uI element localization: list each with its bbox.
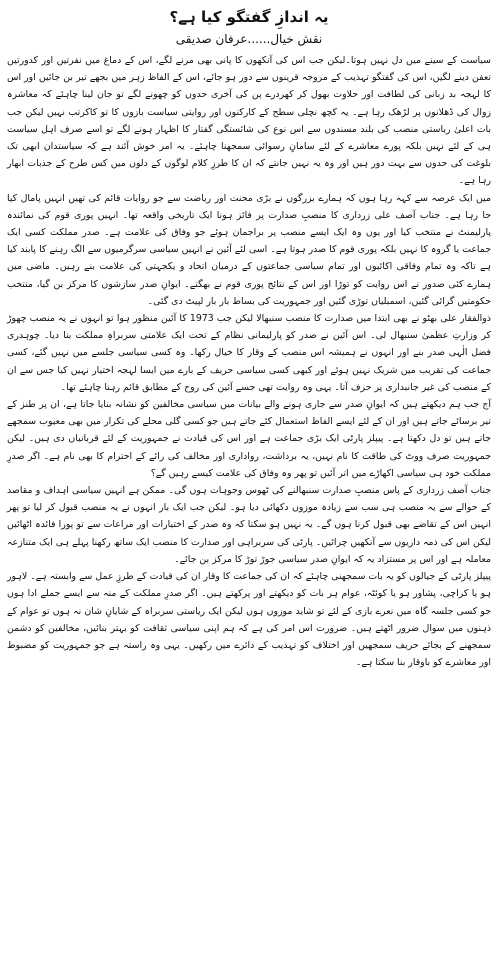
article-paragraph: میں ایک عرصہ سے کہہ رہا ہوں کہ ہمارے بزرگوں نے بڑی محنت اور ریاضت سے جو روایات قائم کی تھیں انہیں پامال کیا جا رہا ہے۔ جناب آصف علی زرداری کا منصبِ صدارت پر فائز ہونا ایک تاریخی واقعہ تھا۔ انہیں پوری قوم کی نمائندہ پارلیمنٹ نے منتخب کیا اور یوں وہ ایک ایسے منصب پر براجمان ہوئے جو وفاق کی علامت ہے۔ صدر مملکت کسی ایک جماعت یا گروہ کا نہیں بلکہ پوری قوم کا صدر ہوتا ہے۔ اسی لئے آئین نے انہیں سیاسی سرگرمیوں سے الگ رہنے کا پابند کیا ہے تاکہ وہ تمام وفاقی اکائیوں اور تمام سیاسی جماعتوں کے درمیان اتحاد و یکجہتی کی علامت بنے رہیں۔ ماضی میں ہمارے کئی صدور نے اس روایت کو توڑا اور اس کے نتائج پوری قوم نے بھگتے۔ ایوانِ صدر سازشوں کا مرکز بن گیا، منتخب حکومتیں گرائی گئیں، اسمبلیاں توڑی گئیں اور جمہوریت کی بساط بار بار لپیٹ دی گئی۔ (7, 192, 491, 307)
article-paragraph: جناب آصف زرداری کے پاس منصبِ صدارت سنبھالنے کی ٹھوس وجوہات ہوں گی۔ ممکن ہے انہیں سیاسی اہداف و مقاصد کے حوالے سے یہ منصب ہی سب سے زیادہ موزوں دکھائی دیا ہو۔ لیکن جب ایک بار انہوں نے یہ منصب قبول کر لیا تو پھر انہیں اس کے تقاضے بھی قبول کرنا ہوں گے۔ یہ نہیں ہو سکتا کہ وہ صدر کے اختیارات اور مراعات سے تو پورا فائدہ اٹھائیں لیکن اس کی ذمہ داریوں سے آنکھیں چرائیں۔ پارٹی کی سربراہی اور صدارت کا منصب ایک ساتھ رکھنا پہلے ہی ایک متنازعہ معاملہ ہے اور اس پر مستزاد یہ کہ ایوانِ صدر سیاسی جوڑ توڑ کا مرکز بن جائے۔ (7, 485, 491, 565)
article-title: یہ اندازِ گفتگو کیا ہے؟ (169, 8, 329, 26)
article-byline: نقش خیال......عرفان صدیقی (175, 32, 323, 46)
article-paragraph: آج جب ہم دیکھتے ہیں کہ ایوانِ صدر سے جاری ہونے والے بیانات میں سیاسی مخالفین کو نشانہ بنایا جاتا ہے، ان پر طنز کے تیر برسائے جاتے ہیں اور ان کے لئے ایسے الفاظ استعمال کئے جاتے ہیں جو کسی گلی محلے کی تکرار میں بھی معیوب سمجھے جاتے ہیں تو دل دکھتا ہے۔ پیپلز پارٹی ایک بڑی جماعت ہے اور اس کی قیادت نے جمہوریت کے لئے قربانیاں دی ہیں۔ لیکن جمہوریت صرف ووٹ کی طاقت کا نام نہیں، یہ برداشت، رواداری اور مخالف کی رائے کے احترام کا بھی نام ہے۔ اگر صدرِ مملکت خود ہی سیاسی اکھاڑے میں اتر آئیں تو پھر وہ وفاق کی علامت کیسے رہیں گے؟ (7, 399, 491, 479)
article-paragraph: سیاست کے سینے میں دل نہیں ہوتا۔لیکن جب اس کی آنکھوں کا پانی بھی مرنے لگے، اس کے دماغ میں نفرتیں اور کدورتیں تعفن دینے لگیں، اس کی گفتگو تہذیب کے مروجہ قرینوں سے دور ہو جائے، اس کے الفاظ زہر میں بجھے تیر بن جائیں اور اس کا لہجہ بد زبانی کی لطافت اور حلاوت بھول کر کھردرے پن کی آخری حدوں کو چھونے لگے تو جان لینا چاہئے کہ معاشرہ زوال کی ڈھلانوں پر لڑھک رہا ہے۔ یہ کچھ نچلی سطح کے کارکنوں اور روایتی سیاست بازوں کا تو کاکرتب نہیں لیکن جب بات اعلیٰ ریاستی منصب کی بلند مسندوں سے اس نوع کی شائستگی گفتار کا اظہار ہونے لگے تو اسے صرف اہل سیاست ہی کے لئے نہیں بلکہ پورے معاشرے کے لئے سامانِ رسوائی سمجھنا چاہئے۔ یہ امر خوش آئند ہے کہ سیاستدان ابھی تک بلوغت کی حدوں سے بہت دور ہیں اور وہ یہ نہیں جانتے کہ ان کا طرزِ کلام لوگوں کے دلوں میں کس طرح کے جذبات ابھار رہا ہے۔ (7, 55, 491, 187)
article-paragraph: پیپلز پارٹی کے جیالوں کو یہ بات سمجھنی چاہئے کہ ان کی جماعت کا وقار ان کی قیادت کے طرزِ عمل سے وابستہ ہے۔ لاہور ہو یا کراچی، پشاور ہو یا کوئٹہ، عوام ہر بات کو دیکھتے اور پرکھتے ہیں۔ اگر صدرِ مملکت کے منہ سے ایسے جملے ادا ہوں جو کسی جلسہ گاہ میں نعرے بازی کے لئے تو شاید موزوں ہوں لیکن ایک ریاستی سربراہ کے شایانِ شان نہ ہوں تو عوام کے ذہنوں میں سوال ضرور اٹھتے ہیں۔ ضرورت اس امر کی ہے کہ ہم اپنی سیاسی ثقافت کو بہتر بنائیں، مخالفین کو دشمن سمجھنے کے بجائے حریف سمجھیں اور اختلاف کو تہذیب کے دائرے میں رکھیں۔ یہی وہ راستہ ہے جو جمہوریت کو مضبوط اور معاشرے کو باوقار بنا سکتا ہے۔ (7, 571, 491, 669)
article-body (7, 52, 491, 671)
article-paragraph: ذوالفقار علی بھٹو نے بھی ابتدا میں صدارت کا منصب سنبھالا لیکن جب 1973 کا آئین منظور ہوا تو انہوں نے یہ منصب چھوڑ کر وزارتِ عظمیٰ سنبھال لی۔ اس آئین نے صدر کو پارلیمانی نظام کے تحت ایک علامتی سربراہِ مملکت بنا دیا۔ چوہدری فضل الٰہی صدر بنے اور انہوں نے ہمیشہ اس منصب کے وقار کا خیال رکھا۔ وہ کسی سیاسی جلسے میں نہیں گئے، کسی جماعت کی تقریب میں شریک نہیں ہوئے اور کبھی کسی سیاسی حریف کے بارے میں ایسا لہجہ اختیار نہیں کیا جس سے ان کے منصب کی غیر جانبداری پر حرف آتا۔ یہی وہ روایت تھی جسے آئین کی روح کے مطابق قائم رہنا چاہئے تھا۔ (7, 313, 491, 393)
